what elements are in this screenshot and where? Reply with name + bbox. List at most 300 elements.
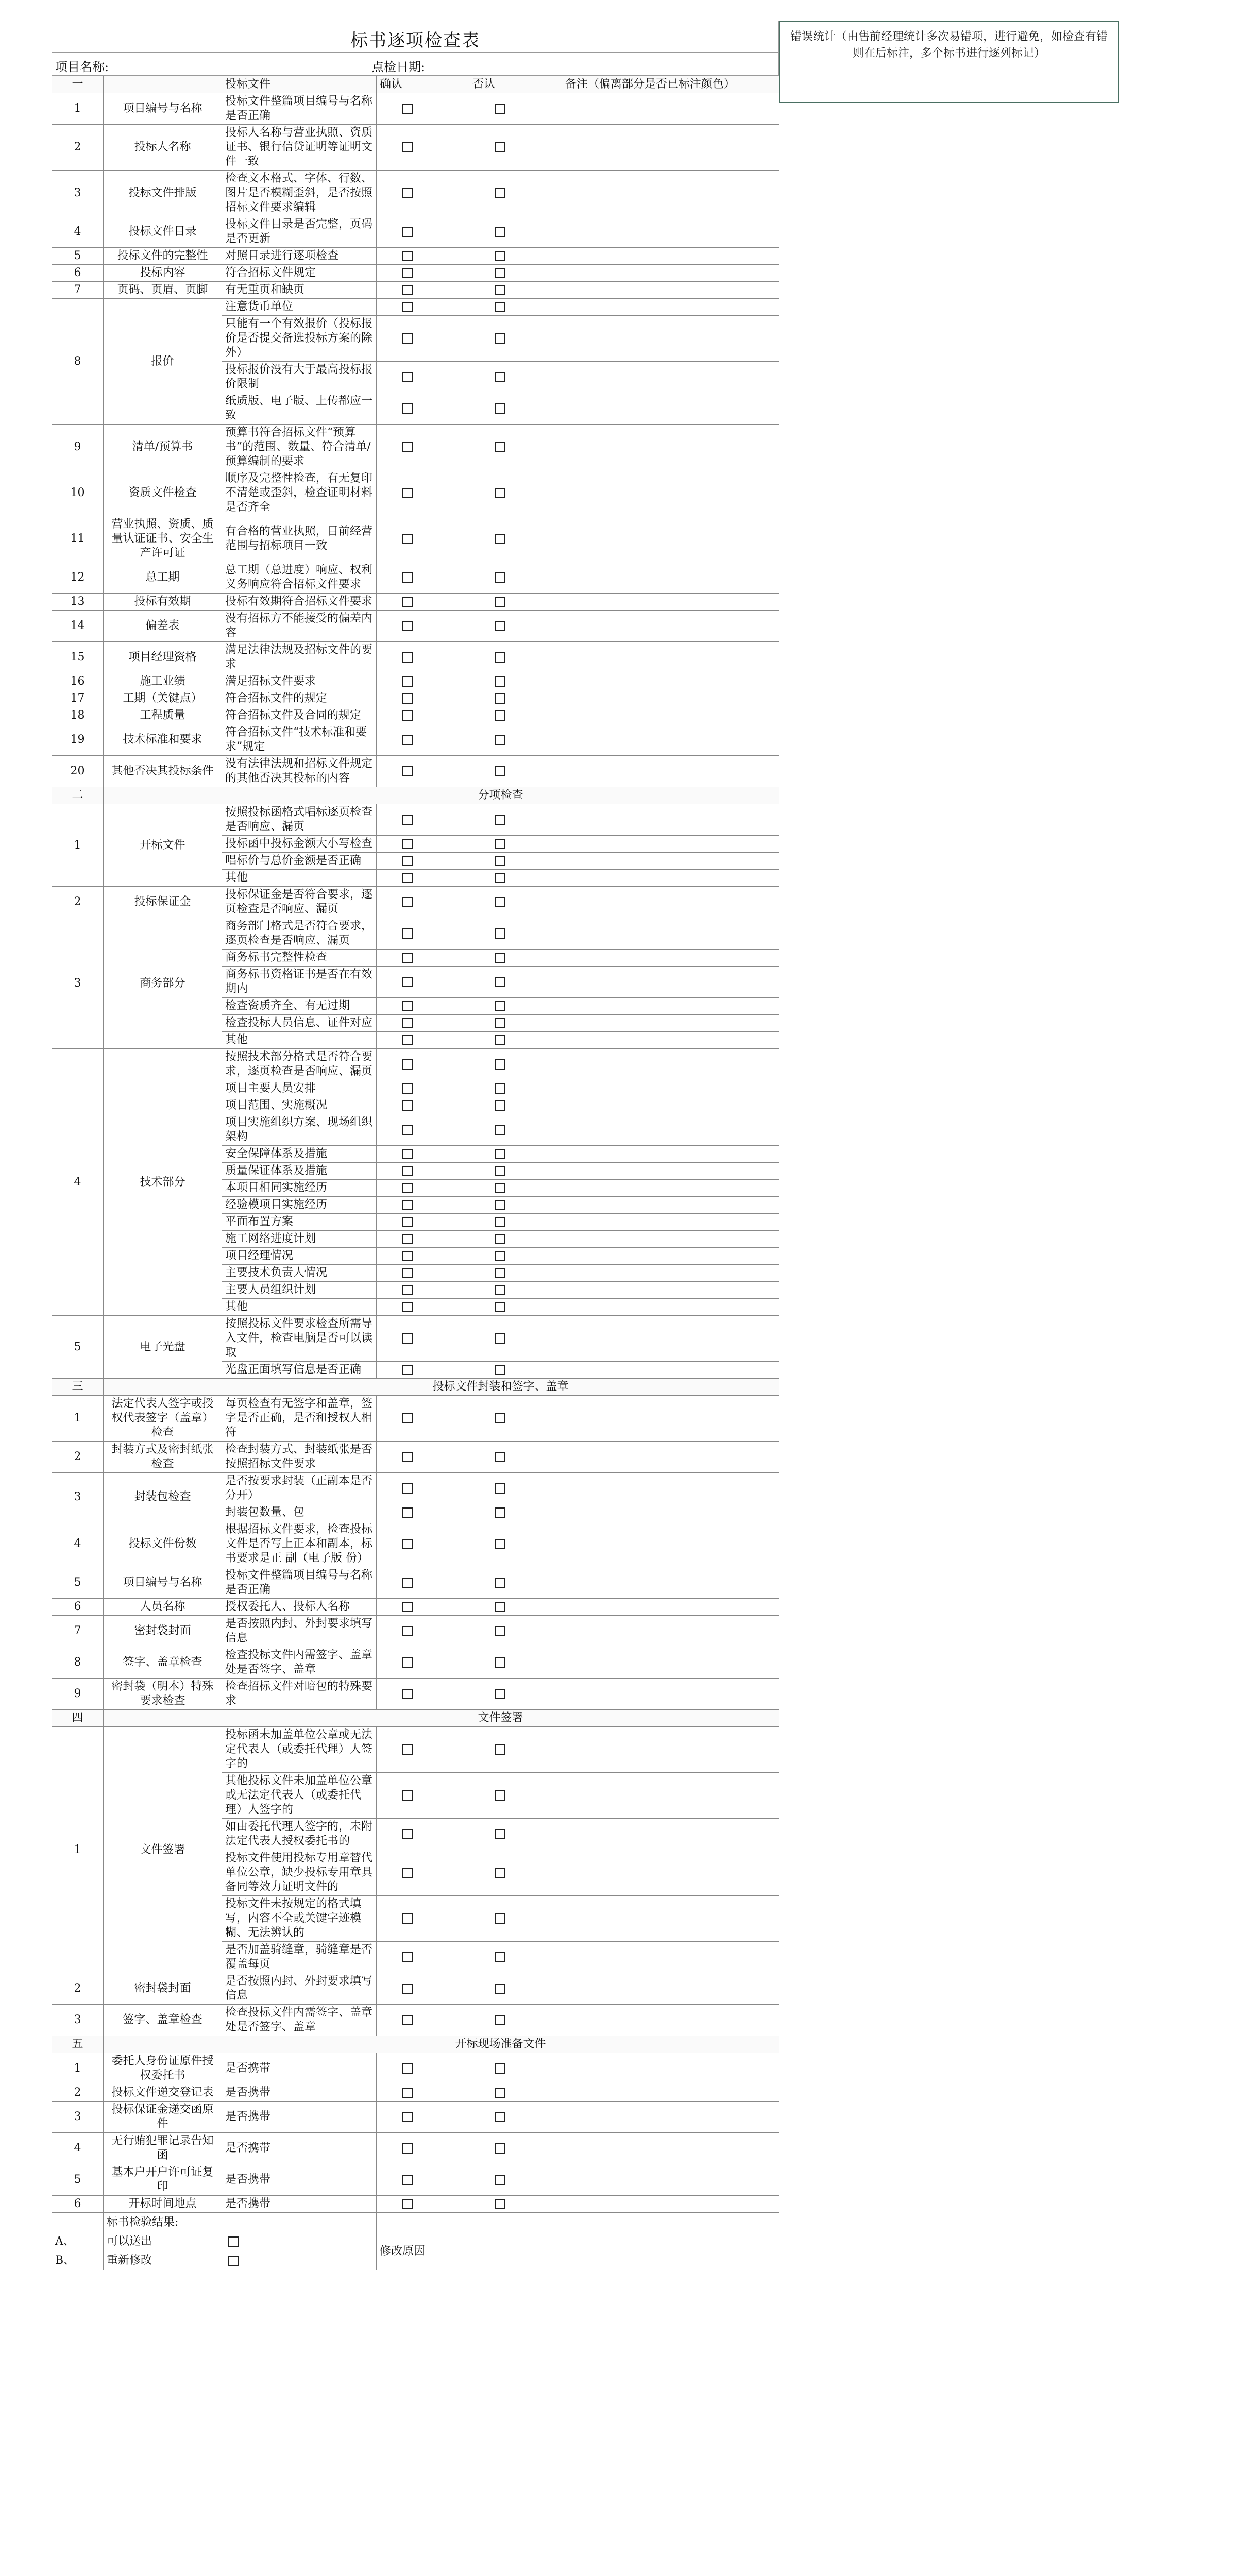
deny-checkbox[interactable] [495, 839, 505, 849]
table-row [52, 2196, 779, 2213]
deny-checkbox[interactable] [495, 188, 505, 198]
confirm-checkbox[interactable] [402, 1913, 413, 1924]
section-blank [104, 76, 222, 93]
section-number: 五 [52, 2036, 104, 2053]
deny-checkbox[interactable] [495, 1507, 505, 1518]
deny-checkbox[interactable] [495, 442, 505, 452]
deny-checkbox[interactable] [495, 302, 505, 312]
deny-checkbox[interactable] [495, 953, 505, 963]
deny-checkbox[interactable] [495, 534, 505, 544]
deny-cell [469, 1396, 562, 1442]
confirm-checkbox[interactable] [402, 597, 413, 607]
item-name: 清单/预算书 [104, 425, 222, 470]
confirm-checkbox[interactable] [402, 268, 413, 278]
confirm-cell [377, 1773, 469, 1819]
column-header: 否认 [469, 76, 562, 93]
deny-cell [469, 1265, 562, 1282]
deny-checkbox[interactable] [495, 815, 505, 825]
deny-checkbox[interactable] [495, 227, 505, 237]
deny-cell [469, 690, 562, 707]
confirm-checkbox[interactable] [402, 1100, 413, 1111]
confirm-cell [377, 1362, 469, 1379]
deny-checkbox[interactable] [495, 1302, 505, 1312]
table-row [52, 171, 779, 216]
confirm-cell [377, 1973, 469, 2005]
confirm-cell [377, 216, 469, 248]
column-header: 确认 [377, 76, 469, 93]
item-number: 7 [52, 282, 104, 299]
title-bar [52, 21, 779, 52]
confirm-checkbox[interactable] [402, 251, 413, 261]
deny-cell [469, 248, 562, 265]
confirm-checkbox[interactable] [402, 1952, 413, 1962]
remark-cell [562, 1616, 779, 1647]
deny-checkbox[interactable] [495, 1333, 505, 1344]
deny-checkbox[interactable] [495, 977, 505, 987]
deny-checkbox[interactable] [495, 1365, 505, 1375]
deny-checkbox[interactable] [495, 621, 505, 631]
remark-cell [562, 1032, 779, 1049]
confirm-checkbox[interactable] [402, 1868, 413, 1878]
result-header-row [52, 2213, 779, 2232]
remark-cell [562, 1679, 779, 1710]
confirm-checkbox[interactable] [402, 1251, 413, 1261]
deny-checkbox[interactable] [495, 873, 505, 883]
confirm-cell [377, 594, 469, 611]
confirm-checkbox[interactable] [402, 142, 413, 152]
deny-checkbox[interactable] [495, 1166, 505, 1176]
deny-checkbox[interactable] [495, 1829, 505, 1839]
deny-checkbox[interactable] [495, 1001, 505, 1011]
deny-checkbox[interactable] [495, 693, 505, 704]
deny-checkbox[interactable] [495, 2015, 505, 2025]
deny-checkbox[interactable] [495, 1626, 505, 1636]
confirm-checkbox[interactable] [402, 1578, 413, 1588]
confirm-checkbox[interactable] [402, 977, 413, 987]
confirm-checkbox[interactable] [402, 693, 413, 704]
item-number: 1 [52, 1727, 104, 1973]
result-option-row [52, 2232, 779, 2251]
section-number: 二 [52, 787, 104, 804]
item-number: 14 [52, 611, 104, 642]
confirm-checkbox[interactable] [402, 2199, 413, 2209]
deny-checkbox[interactable] [495, 597, 505, 607]
confirm-checkbox[interactable] [402, 104, 413, 114]
confirm-checkbox[interactable] [402, 1539, 413, 1549]
confirm-checkbox[interactable] [402, 1626, 413, 1636]
check-content: 其他 [222, 1299, 377, 1316]
confirm-checkbox[interactable] [402, 1333, 413, 1344]
deny-cell [469, 887, 562, 918]
confirm-checkbox[interactable] [402, 488, 413, 498]
check-content: 其他 [222, 870, 377, 887]
confirm-checkbox[interactable] [402, 1302, 413, 1312]
confirm-checkbox[interactable] [402, 333, 413, 344]
deny-cell [469, 756, 562, 787]
confirm-checkbox[interactable] [402, 839, 413, 849]
confirm-checkbox[interactable] [402, 676, 413, 687]
deny-checkbox[interactable] [495, 251, 505, 261]
item-name: 签字、盖章检查 [104, 2005, 222, 2036]
table-row [52, 1049, 779, 1080]
remark-cell [562, 125, 779, 171]
remark-cell [562, 673, 779, 690]
confirm-checkbox[interactable] [402, 572, 413, 583]
check-content: 其他投标文件未加盖单位公章或无法定代表人（或委托代理）人签字的 [222, 1773, 377, 1819]
confirm-checkbox[interactable] [402, 1183, 413, 1193]
section-title: 文件签署 [222, 1710, 779, 1727]
deny-checkbox[interactable] [495, 572, 505, 583]
check-content: 符合招标文件的规定 [222, 690, 377, 707]
confirm-checkbox[interactable] [402, 621, 413, 631]
check-content: 是否按照内封、外封要求填写信息 [222, 1973, 377, 2005]
confirm-cell [377, 950, 469, 967]
deny-checkbox[interactable] [495, 1035, 505, 1045]
deny-cell [469, 707, 562, 724]
deny-checkbox[interactable] [495, 1689, 505, 1699]
result-table [52, 2213, 779, 2270]
deny-checkbox[interactable] [495, 1952, 505, 1962]
deny-cell [469, 1727, 562, 1773]
confirm-checkbox[interactable] [402, 2088, 413, 2098]
confirm-checkbox[interactable] [402, 372, 413, 382]
deny-checkbox[interactable] [495, 1285, 505, 1295]
check-content: 唱标价与总价金额是否正确 [222, 853, 377, 870]
table-row [52, 918, 779, 950]
check-content: 商务部门格式是否符合要求，逐页检查是否响应、漏页 [222, 918, 377, 950]
item-number: 4 [52, 1049, 104, 1316]
deny-checkbox[interactable] [495, 766, 505, 776]
deny-checkbox[interactable] [495, 104, 505, 114]
item-name: 总工期 [104, 562, 222, 594]
deny-cell [469, 2053, 562, 2084]
remark-cell [562, 1442, 779, 1473]
deny-checkbox[interactable] [495, 1452, 505, 1462]
table-row [52, 887, 779, 918]
check-content: 按照技术部分格式是否符合要求，逐页检查是否响应、漏页 [222, 1049, 377, 1080]
confirm-cell [377, 611, 469, 642]
deny-checkbox[interactable] [495, 268, 505, 278]
confirm-checkbox[interactable] [402, 1285, 413, 1295]
table-row [52, 2084, 779, 2102]
result-option-checkbox-cell [222, 2251, 377, 2270]
item-number: 12 [52, 562, 104, 594]
deny-checkbox[interactable] [495, 2199, 505, 2209]
deny-checkbox[interactable] [495, 285, 505, 295]
result-option-checkbox-cell [222, 2232, 377, 2251]
item-number: 1 [52, 1396, 104, 1442]
confirm-cell [377, 470, 469, 516]
confirm-checkbox[interactable] [402, 1452, 413, 1462]
confirm-checkbox[interactable] [402, 227, 413, 237]
check-content: 本项目相同实施经历 [222, 1180, 377, 1197]
deny-cell [469, 425, 562, 470]
table-row [52, 1567, 779, 1599]
confirm-cell [377, 2005, 469, 2036]
confirm-checkbox[interactable] [402, 1984, 413, 1994]
deny-checkbox[interactable] [495, 372, 505, 382]
deny-checkbox[interactable] [495, 1149, 505, 1159]
deny-checkbox[interactable] [495, 1984, 505, 1994]
confirm-checkbox[interactable] [402, 710, 413, 721]
confirm-checkbox[interactable] [402, 1001, 413, 1011]
confirm-cell [377, 853, 469, 870]
check-content: 投标文件未按规定的格式填写，内容不全或关键字迹模糊、无法辨认的 [222, 1896, 377, 1942]
deny-checkbox[interactable] [495, 1268, 505, 1278]
confirm-checkbox[interactable] [402, 1790, 413, 1801]
confirm-cell [377, 1679, 469, 1710]
check-content: 投标有效期符合招标文件要求 [222, 594, 377, 611]
item-name: 封装方式及密封纸张检查 [104, 1442, 222, 1473]
confirm-checkbox[interactable] [402, 652, 413, 663]
confirm-checkbox[interactable] [402, 1483, 413, 1494]
deny-checkbox[interactable] [495, 1018, 505, 1028]
item-number: 9 [52, 425, 104, 470]
item-number: 7 [52, 1616, 104, 1647]
confirm-checkbox[interactable] [402, 2015, 413, 2025]
check-content: 安全保障体系及措施 [222, 1146, 377, 1163]
confirm-checkbox[interactable] [402, 766, 413, 776]
deny-checkbox[interactable] [495, 897, 505, 907]
confirm-checkbox[interactable] [402, 1689, 413, 1699]
item-name: 委托人身份证原件授权委托书 [104, 2053, 222, 2084]
confirm-cell [377, 1473, 469, 1504]
check-content: 满足招标文件要求 [222, 673, 377, 690]
item-name: 投标文件目录 [104, 216, 222, 248]
confirm-cell [377, 2133, 469, 2164]
table-row [52, 125, 779, 171]
item-name: 电子光盘 [104, 1316, 222, 1379]
deny-checkbox[interactable] [495, 1251, 505, 1261]
deny-checkbox[interactable] [495, 1483, 505, 1494]
confirm-cell [377, 1504, 469, 1521]
confirm-cell [377, 756, 469, 787]
deny-checkbox[interactable] [495, 1913, 505, 1924]
deny-checkbox[interactable] [495, 1578, 505, 1588]
deny-checkbox[interactable] [495, 652, 505, 663]
confirm-checkbox[interactable] [402, 1166, 413, 1176]
confirm-cell [377, 1049, 469, 1080]
deny-cell [469, 1973, 562, 2005]
result-option-code: A、 [52, 2232, 104, 2251]
confirm-checkbox[interactable] [402, 285, 413, 295]
item-number: 2 [52, 1973, 104, 2005]
deny-checkbox[interactable] [495, 1083, 505, 1094]
project-name-label: 项目名称: [55, 60, 109, 74]
deny-cell [469, 673, 562, 690]
confirm-checkbox[interactable] [402, 928, 413, 939]
remark-cell [562, 1231, 779, 1248]
deny-cell [469, 1080, 562, 1097]
deny-cell [469, 1197, 562, 1214]
remark-cell [562, 248, 779, 265]
confirm-cell [377, 1942, 469, 1973]
deny-checkbox[interactable] [495, 676, 505, 687]
confirm-cell [377, 1282, 469, 1299]
remark-cell [562, 756, 779, 787]
confirm-cell [377, 1442, 469, 1473]
deny-cell [469, 282, 562, 299]
confirm-checkbox[interactable] [402, 953, 413, 963]
table-row [52, 1442, 779, 1473]
confirm-cell [377, 282, 469, 299]
deny-checkbox[interactable] [495, 1200, 505, 1210]
item-number: 11 [52, 516, 104, 562]
item-name: 施工业绩 [104, 673, 222, 690]
confirm-checkbox[interactable] [402, 1829, 413, 1839]
deny-checkbox[interactable] [495, 1790, 505, 1801]
deny-cell [469, 516, 562, 562]
deny-checkbox[interactable] [495, 1100, 505, 1111]
deny-checkbox[interactable] [495, 735, 505, 745]
table-row [52, 1599, 779, 1616]
deny-checkbox[interactable] [495, 1413, 505, 1423]
check-content: 其他 [222, 1032, 377, 1049]
confirm-checkbox[interactable] [402, 442, 413, 452]
section-header-row [52, 1710, 779, 1727]
confirm-cell [377, 248, 469, 265]
confirm-cell [377, 1599, 469, 1616]
deny-checkbox[interactable] [495, 2175, 505, 2185]
item-number: 6 [52, 2196, 104, 2213]
confirm-checkbox[interactable] [402, 2063, 413, 2074]
deny-checkbox[interactable] [495, 1059, 505, 1070]
deny-checkbox[interactable] [495, 2112, 505, 2122]
confirm-checkbox[interactable] [402, 2175, 413, 2185]
confirm-checkbox[interactable] [402, 1365, 413, 1375]
check-content: 是否按要求封装（正副本是否分开） [222, 1473, 377, 1504]
deny-cell [469, 1362, 562, 1379]
confirm-checkbox[interactable] [402, 1018, 413, 1028]
check-content: 投标保证金是否符合要求，逐页检查是否响应、漏页 [222, 887, 377, 918]
item-name: 技术标准和要求 [104, 724, 222, 756]
check-content: 经验模项目实施经历 [222, 1197, 377, 1214]
confirm-checkbox[interactable] [402, 534, 413, 544]
confirm-cell [377, 425, 469, 470]
result-option-checkbox[interactable] [228, 2256, 239, 2266]
table-row [52, 516, 779, 562]
item-number: 17 [52, 690, 104, 707]
deny-checkbox[interactable] [495, 1539, 505, 1549]
deny-checkbox[interactable] [495, 403, 505, 414]
confirm-cell [377, 1299, 469, 1316]
deny-checkbox[interactable] [495, 1125, 505, 1135]
remark-cell [562, 1773, 779, 1819]
confirm-checkbox[interactable] [402, 1149, 413, 1159]
remark-cell [562, 836, 779, 853]
check-content: 投标人名称与营业执照、资质证书、银行信贷证明等证明文件一致 [222, 125, 377, 171]
check-content: 按照投标函格式唱标逐页检查是否响应、漏页 [222, 804, 377, 836]
confirm-checkbox[interactable] [402, 1413, 413, 1423]
remark-cell [562, 1080, 779, 1097]
item-name: 无行贿犯罪记录告知函 [104, 2133, 222, 2164]
deny-checkbox[interactable] [495, 2063, 505, 2074]
result-option-checkbox[interactable] [228, 2236, 239, 2247]
table-row [52, 2053, 779, 2084]
deny-checkbox[interactable] [495, 1744, 505, 1755]
confirm-checkbox[interactable] [402, 1507, 413, 1518]
confirm-cell [377, 1214, 469, 1231]
confirm-checkbox[interactable] [402, 1125, 413, 1135]
check-content: 检查招标文件对暗包的特殊要求 [222, 1679, 377, 1710]
confirm-checkbox[interactable] [402, 1602, 413, 1612]
confirm-checkbox[interactable] [402, 1200, 413, 1210]
check-content: 按照投标文件要求检查所需导入文件，检查电脑是否可以读取 [222, 1316, 377, 1362]
deny-checkbox[interactable] [495, 2143, 505, 2154]
remark-cell [562, 1727, 779, 1773]
check-content: 符合招标文件规定 [222, 265, 377, 282]
deny-checkbox[interactable] [495, 710, 505, 721]
table-row [52, 707, 779, 724]
remark-cell [562, 998, 779, 1015]
confirm-checkbox[interactable] [402, 735, 413, 745]
confirm-checkbox[interactable] [402, 2143, 413, 2154]
confirm-checkbox[interactable] [402, 1059, 413, 1070]
deny-checkbox[interactable] [495, 333, 505, 344]
deny-checkbox[interactable] [495, 856, 505, 866]
confirm-checkbox[interactable] [402, 1744, 413, 1755]
confirm-checkbox[interactable] [402, 873, 413, 883]
remark-cell [562, 393, 779, 425]
deny-checkbox[interactable] [495, 1868, 505, 1878]
confirm-checkbox[interactable] [402, 1217, 413, 1227]
deny-checkbox[interactable] [495, 1234, 505, 1244]
check-content: 是否加盖骑缝章，骑缝章是否覆盖每页 [222, 1942, 377, 1973]
confirm-checkbox[interactable] [402, 856, 413, 866]
deny-checkbox[interactable] [495, 1183, 505, 1193]
confirm-cell [377, 2102, 469, 2133]
deny-checkbox[interactable] [495, 488, 505, 498]
deny-cell [469, 918, 562, 950]
deny-checkbox[interactable] [495, 1602, 505, 1612]
confirm-checkbox[interactable] [402, 815, 413, 825]
deny-checkbox[interactable] [495, 1217, 505, 1227]
confirm-checkbox[interactable] [402, 403, 413, 414]
item-name: 投标保证金递交函原件 [104, 2102, 222, 2133]
remark-cell [562, 1163, 779, 1180]
deny-checkbox[interactable] [495, 142, 505, 152]
confirm-checkbox[interactable] [402, 1083, 413, 1094]
item-number: 2 [52, 2084, 104, 2102]
confirm-checkbox[interactable] [402, 1035, 413, 1045]
confirm-checkbox[interactable] [402, 1234, 413, 1244]
remark-cell [562, 171, 779, 216]
table-row [52, 756, 779, 787]
remark-cell [562, 425, 779, 470]
item-name: 密封袋（明本）特殊要求检查 [104, 1679, 222, 1710]
confirm-cell [377, 393, 469, 425]
confirm-checkbox[interactable] [402, 302, 413, 312]
confirm-checkbox[interactable] [402, 1268, 413, 1278]
confirm-checkbox[interactable] [402, 188, 413, 198]
deny-checkbox[interactable] [495, 1657, 505, 1668]
deny-cell [469, 125, 562, 171]
deny-cell [469, 642, 562, 673]
check-content: 如由委托代理人签字的，未附法定代表人授权委托书的 [222, 1819, 377, 1850]
confirm-checkbox[interactable] [402, 2112, 413, 2122]
deny-checkbox[interactable] [495, 928, 505, 939]
table-row [52, 1973, 779, 2005]
remark-cell [562, 470, 779, 516]
remark-cell [562, 316, 779, 362]
table-row [52, 1316, 779, 1362]
deny-cell [469, 470, 562, 516]
remark-cell [562, 1015, 779, 1032]
deny-cell [469, 362, 562, 393]
confirm-checkbox[interactable] [402, 1657, 413, 1668]
deny-checkbox[interactable] [495, 2088, 505, 2098]
confirm-checkbox[interactable] [402, 897, 413, 907]
